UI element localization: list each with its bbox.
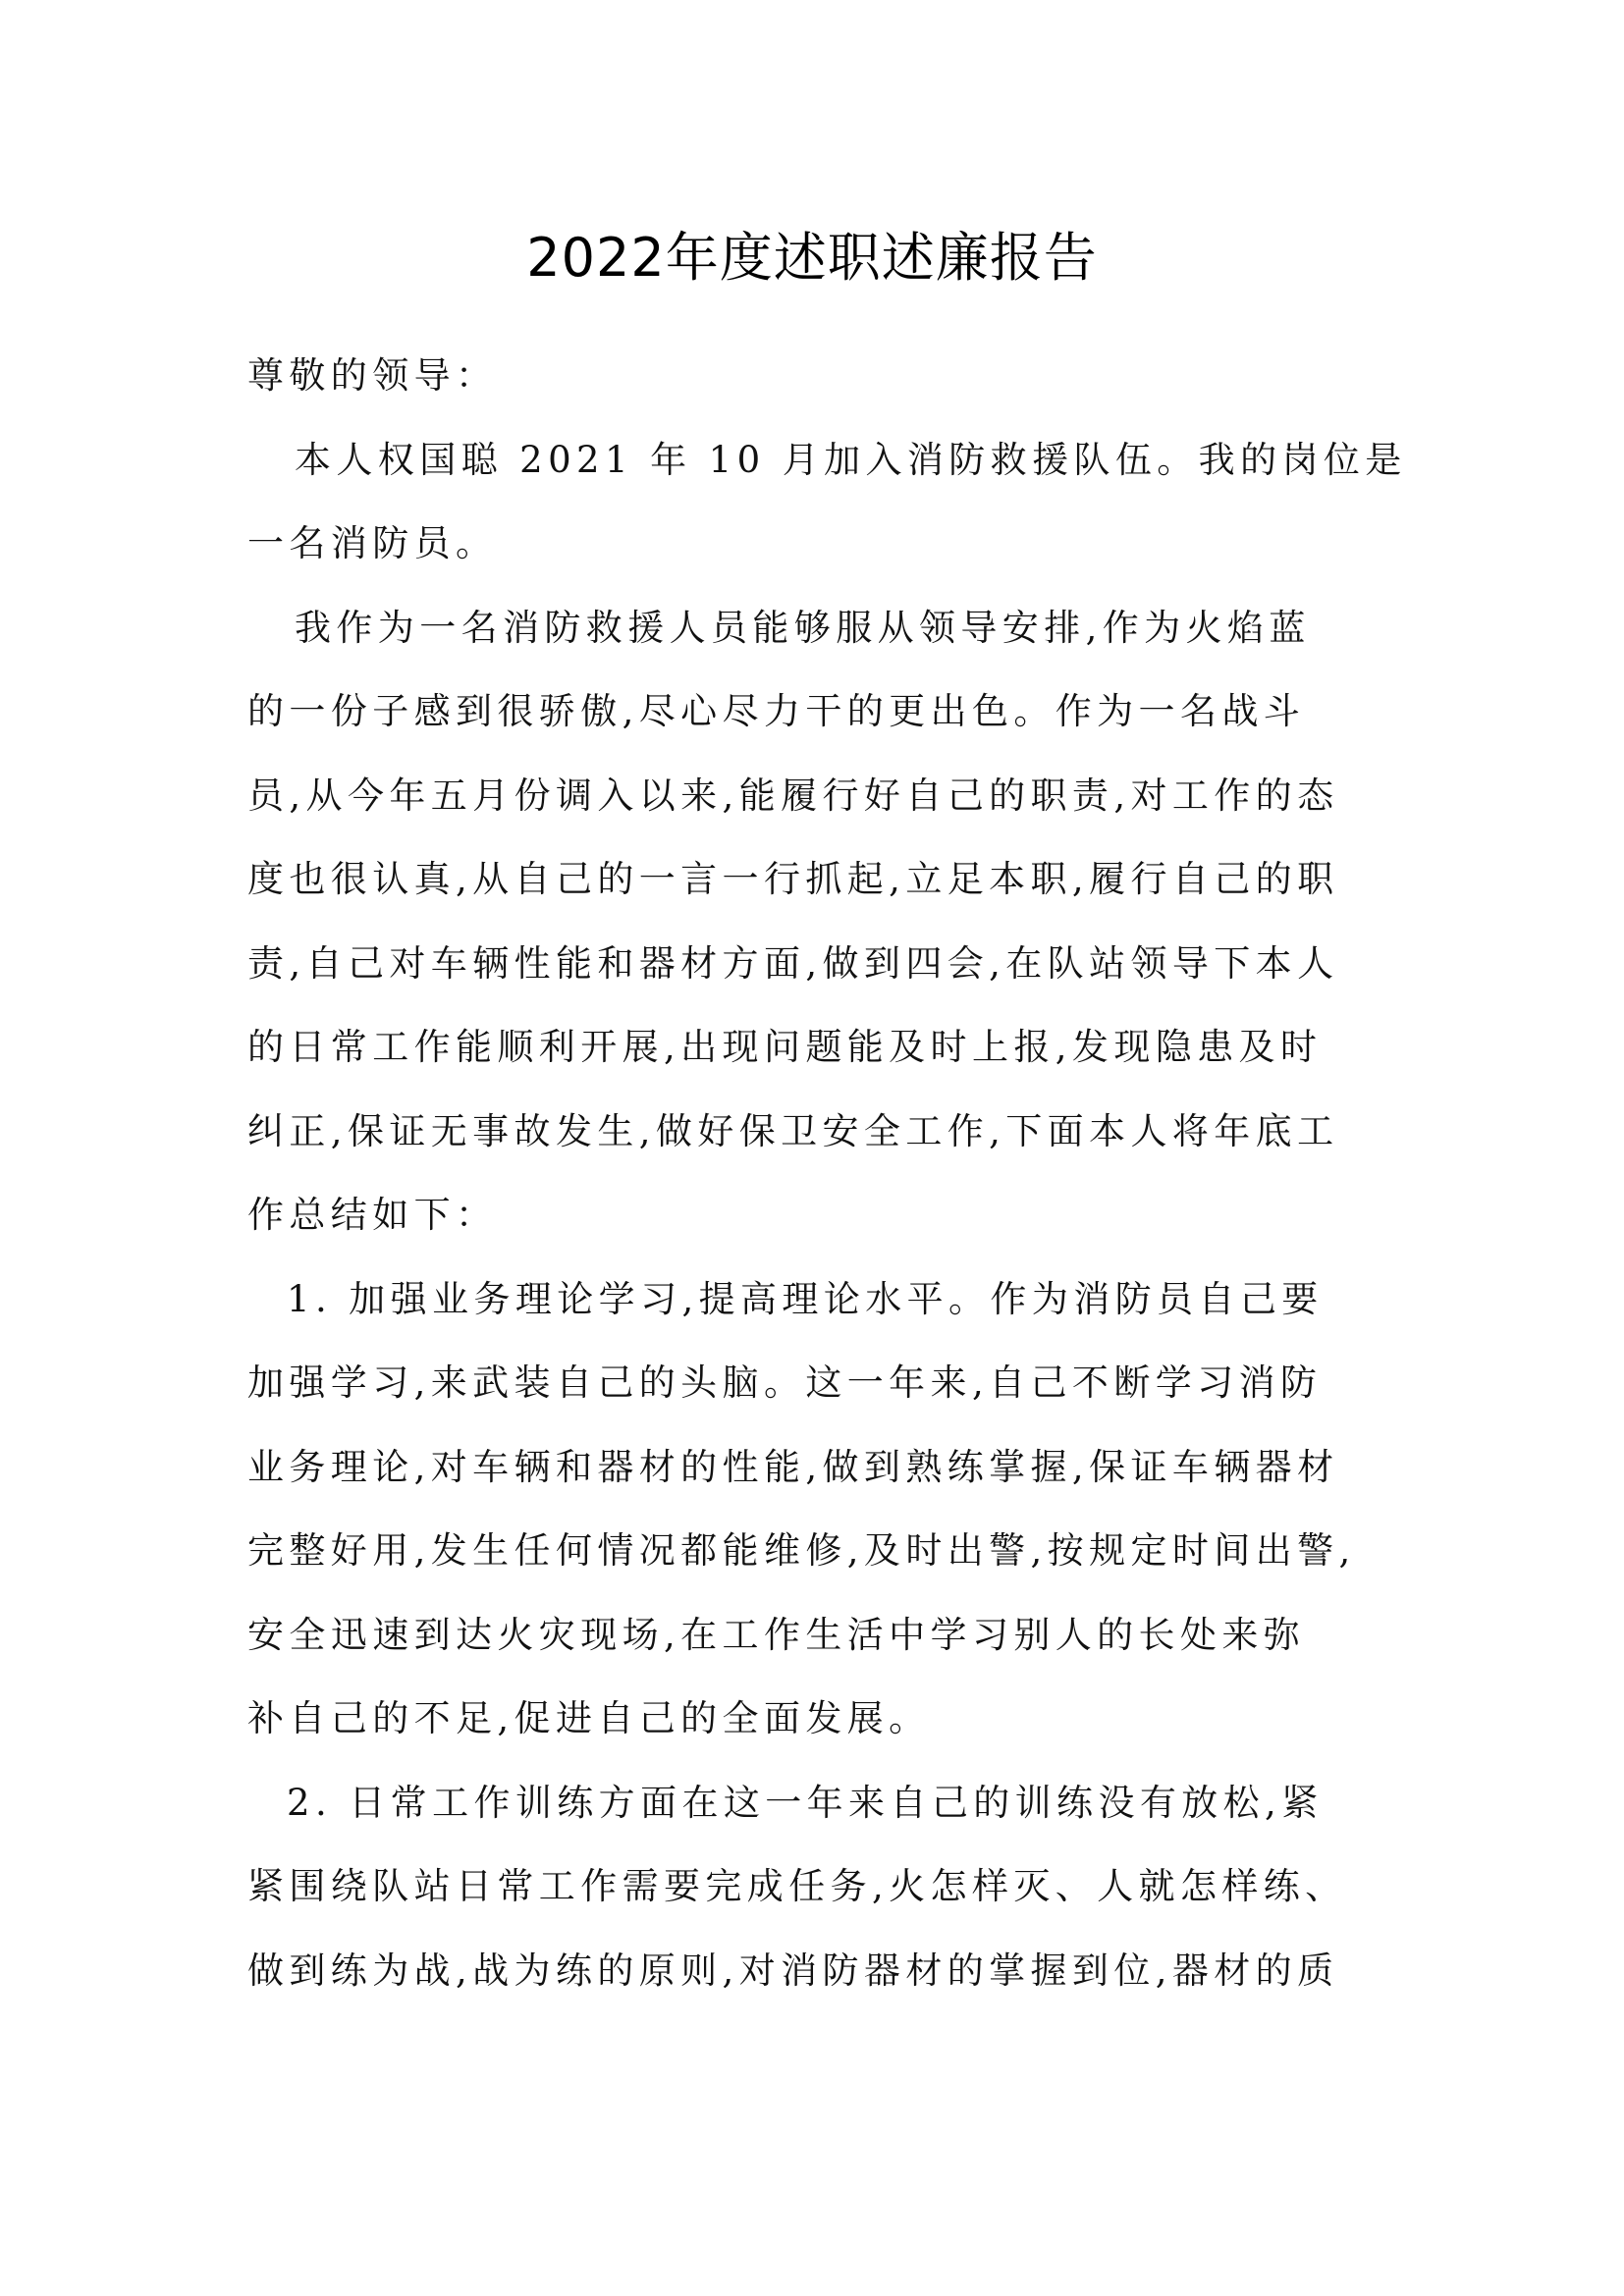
- paragraph-line: 1. 加强业务理论学习,提高理论水平。作为消防员自己要: [287, 1277, 1324, 1320]
- paragraph-line: 作总结如下：: [247, 1194, 498, 1236]
- paragraph-line: 的一份子感到很骄傲,尽心尽力干的更出色。作为一名战斗: [247, 690, 1306, 732]
- paragraph-line: 加强学习,来武装自己的头脑。这一年来,自己不断学习消防: [247, 1362, 1323, 1404]
- paragraph-line: 度也很认真,从自己的一言一行抓起,立足本职,履行自己的职: [247, 858, 1339, 900]
- paragraph-line: 2. 日常工作训练方面在这一年来自己的训练没有放松,紧: [287, 1781, 1324, 1824]
- paragraph-line: 责,自己对车辆性能和器材方面,做到四会,在队站领导下本人: [247, 941, 1339, 985]
- paragraph-line: 完整好用,发生任何情况都能维修,及时出警,按规定时间出警,: [247, 1529, 1356, 1572]
- list-item-2: [247, 1761, 1386, 2013]
- paragraph-line: 的日常工作能顺利开展,出现问题能及时上报,发现隐患及时: [247, 1026, 1323, 1068]
- list-item-1: [247, 1257, 1386, 1761]
- salutation: 尊敬的领导：: [247, 354, 498, 397]
- paragraph-line: 员,从今年五月份调入以来,能履行好自己的职责,对工作的态: [247, 774, 1339, 817]
- paragraph-line: 我作为一名消防救援人员能够服从领导安排,作为火焰蓝: [295, 606, 1311, 649]
- paragraph-line: 做到练为战,战为练的原则,对消防器材的掌握到位,器材的质: [247, 1949, 1339, 1992]
- paragraph-overview: [247, 586, 1386, 1257]
- document-body: [247, 334, 1407, 2012]
- paragraph-line: 安全迅速到达火灾现场,在工作生活中学习别人的长处来弥: [247, 1613, 1306, 1656]
- paragraph-line: 业务理论,对车辆和器材的性能,做到熟练掌握,保证车辆器材: [247, 1445, 1339, 1488]
- document-title: 2022年度述职述廉报告: [526, 227, 1098, 289]
- paragraph-line: 紧围绕队站日常工作需要完成任务,火怎样灭、人就怎样练、: [247, 1865, 1347, 1907]
- paragraph-line: 纠正,保证无事故发生,做好保卫安全工作,下面本人将年底工: [247, 1109, 1339, 1152]
- paragraph-line: 本人权国聪 2021 年 10 月加入消防救援队伍。我的岗位是: [295, 438, 1407, 481]
- paragraph-intro: [247, 418, 1407, 586]
- paragraph-line: 补自己的不足,促进自己的全面发展。: [247, 1697, 931, 1739]
- paragraph-line: 一名消防员。: [247, 522, 498, 564]
